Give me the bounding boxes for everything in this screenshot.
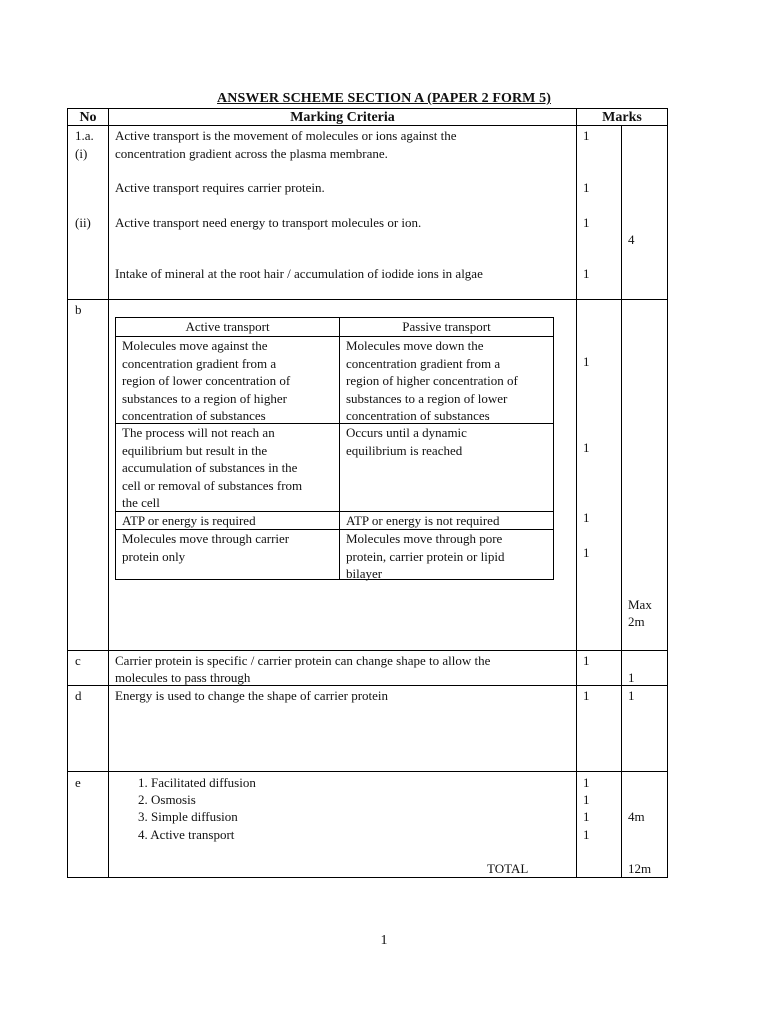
- question-label-1a: 1.a.: [75, 128, 94, 143]
- criteria-line: Intake of mineral at the root hair / accumulation of iodide ions in algae: [115, 266, 483, 281]
- active-cell: Molecules move through carrier protein only: [122, 531, 290, 564]
- passive-cell: ATP or energy is not required: [346, 513, 500, 528]
- mark-value: 1: [583, 688, 590, 703]
- mark-value: 1: [583, 792, 590, 807]
- subtotal-mark: 1: [628, 670, 635, 685]
- subtotal-mark: 2m: [628, 614, 645, 629]
- mark-value: 1: [583, 215, 590, 230]
- mark-value: 1: [583, 266, 590, 281]
- mark-value: 1: [583, 545, 590, 560]
- criteria-line: molecules to pass through: [115, 670, 251, 685]
- mark-value: 1: [583, 440, 590, 455]
- subtotal-mark: 1: [628, 688, 635, 703]
- passive-cell: Molecules move down the concentration gradient from a region of higher concentration of substances to a region of lower concentration of substances: [346, 338, 518, 423]
- active-cell: Molecules move against the concentration gradient from a region of lower concentration of substances to a region of higher concentration of substances: [122, 338, 291, 423]
- header-no: No: [79, 110, 97, 125]
- list-item: 2. Osmosis: [138, 792, 196, 807]
- mark-value: 1: [583, 180, 590, 195]
- mark-value: 1: [583, 128, 590, 143]
- mark-value: 1: [583, 809, 590, 824]
- list-item: 4. Active transport: [138, 827, 235, 842]
- active-cell: ATP or energy is required: [122, 513, 256, 528]
- criteria-line: Active transport is the movement of molecules or ions against the: [115, 128, 457, 143]
- mark-value: 1: [583, 775, 590, 790]
- question-label-c: c: [75, 653, 81, 668]
- criteria-line: Active transport need energy to transport molecules or ion.: [115, 215, 422, 230]
- list-item: 3. Simple diffusion: [138, 809, 238, 824]
- mark-value: 1: [583, 510, 590, 525]
- mark-value: 1: [583, 827, 590, 842]
- subtotal-mark: 4: [628, 232, 635, 247]
- comparison-table: [115, 317, 554, 580]
- criteria-line: Active transport requires carrier protein.: [115, 180, 325, 195]
- subtotal-mark: Max: [628, 597, 652, 612]
- total-value: 12m: [628, 861, 652, 876]
- header-marking-criteria: Marking Criteria: [290, 110, 395, 125]
- question-label-e: e: [75, 775, 81, 790]
- page-title: ANSWER SCHEME SECTION A (PAPER 2 FORM 5): [217, 91, 551, 106]
- header-marks: Marks: [602, 110, 642, 125]
- criteria-line: concentration gradient across the plasma membrane.: [115, 146, 388, 161]
- column-header-active: Active transport: [185, 319, 270, 334]
- list-item: 1. Facilitated diffusion: [138, 775, 256, 790]
- active-cell: The process will not reach an equilibrium but result in the accumulation of substances in the cell or removal of substances from the cell: [122, 425, 303, 510]
- total-label: TOTAL: [487, 861, 529, 876]
- subtotal-mark: 4m: [628, 809, 645, 824]
- question-label-ii: (ii): [75, 215, 91, 230]
- page-number: 1: [380, 933, 388, 948]
- criteria-line: Carrier protein is specific / carrier protein can change shape to allow the: [115, 653, 491, 668]
- mark-value: 1: [583, 354, 590, 369]
- question-label-i: (i): [75, 146, 88, 161]
- question-label-d: d: [75, 688, 82, 703]
- passive-cell: Molecules move through pore protein, carrier protein or lipid bilayer: [346, 531, 505, 581]
- question-label-b: b: [75, 302, 82, 317]
- passive-cell: Occurs until a dynamic equilibrium is reached: [346, 425, 467, 458]
- column-header-passive: Passive transport: [402, 319, 491, 334]
- mark-value: 1: [583, 653, 590, 668]
- criteria-line: Energy is used to change the shape of carrier protein: [115, 688, 389, 703]
